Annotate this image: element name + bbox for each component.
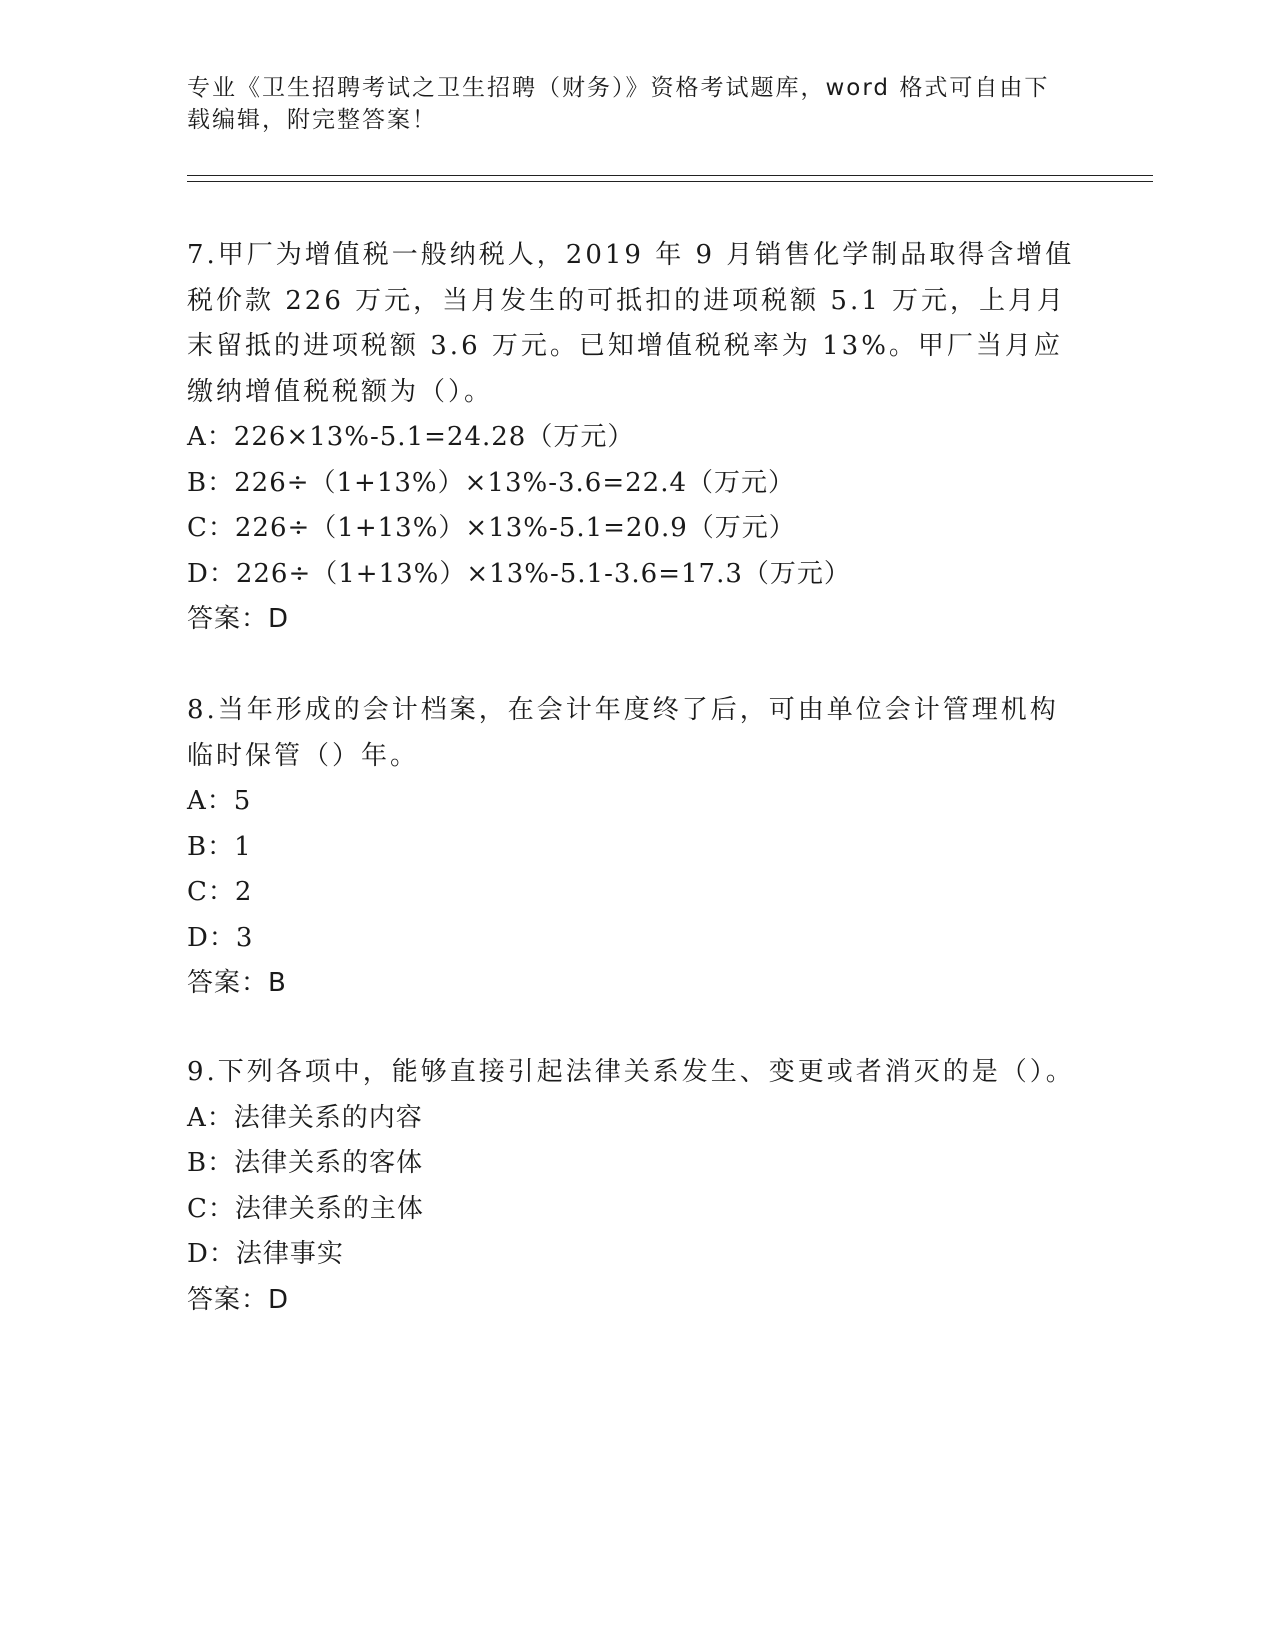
answer-line: 答案：D: [187, 1284, 290, 1315]
answer-line: 答案：D: [187, 604, 290, 634]
option-b: B：1: [187, 831, 252, 862]
option-d: D：226÷（1+13%）×13%-5.1-3.6=17.3（万元）: [187, 558, 851, 589]
option-a: A：5: [187, 786, 252, 816]
option-d: D：法律事实: [187, 1239, 344, 1269]
option-b: B：226÷（1+13%）×13%-3.6=22.4（万元）: [187, 467, 796, 498]
question-7: [187, 233, 1077, 643]
option-c: C：法律关系的主体: [187, 1193, 424, 1224]
question-stem: 9.下列各项中，能够直接引起法律关系发生、变更或者消灭的是（）。: [187, 1057, 1075, 1087]
header-divider: [187, 175, 1153, 176]
question-stem: 8.当年形成的会计档案，在会计年度终了后，可由单位会计管理机构临时保管（）年。: [187, 695, 1059, 771]
header-divider: [187, 181, 1153, 182]
option-a: A：226×13%-5.1=24.28（万元）: [187, 422, 635, 452]
question-8: [187, 688, 1077, 1007]
question-9: [187, 1050, 1077, 1323]
option-a: A：法律关系的内容: [187, 1102, 423, 1133]
option-c: C：226÷（1+13%）×13%-5.1=20.9（万元）: [187, 513, 796, 543]
answer-line: 答案：B: [187, 968, 287, 998]
option-c: C：2: [187, 877, 253, 907]
document-header: 专业《卫生招聘考试之卫生招聘（财务）》资格考试题库，word 格式可自由下载编辑，附完整答案！: [187, 75, 1050, 133]
option-b: B：法律关系的客体: [187, 1148, 424, 1178]
question-stem: 7.甲厂为增值税一般纳税人，2019 年 9 月销售化学制品取得含增值税价款 226 万元，当月发生的可抵扣的进项税额 5.1 万元，上月月末留抵的进项税额 3.6 万元。已知增值税税率为 13%。甲厂当月应缴纳增值税税额为（）。: [187, 240, 1075, 407]
option-d: D：3: [187, 922, 254, 953]
